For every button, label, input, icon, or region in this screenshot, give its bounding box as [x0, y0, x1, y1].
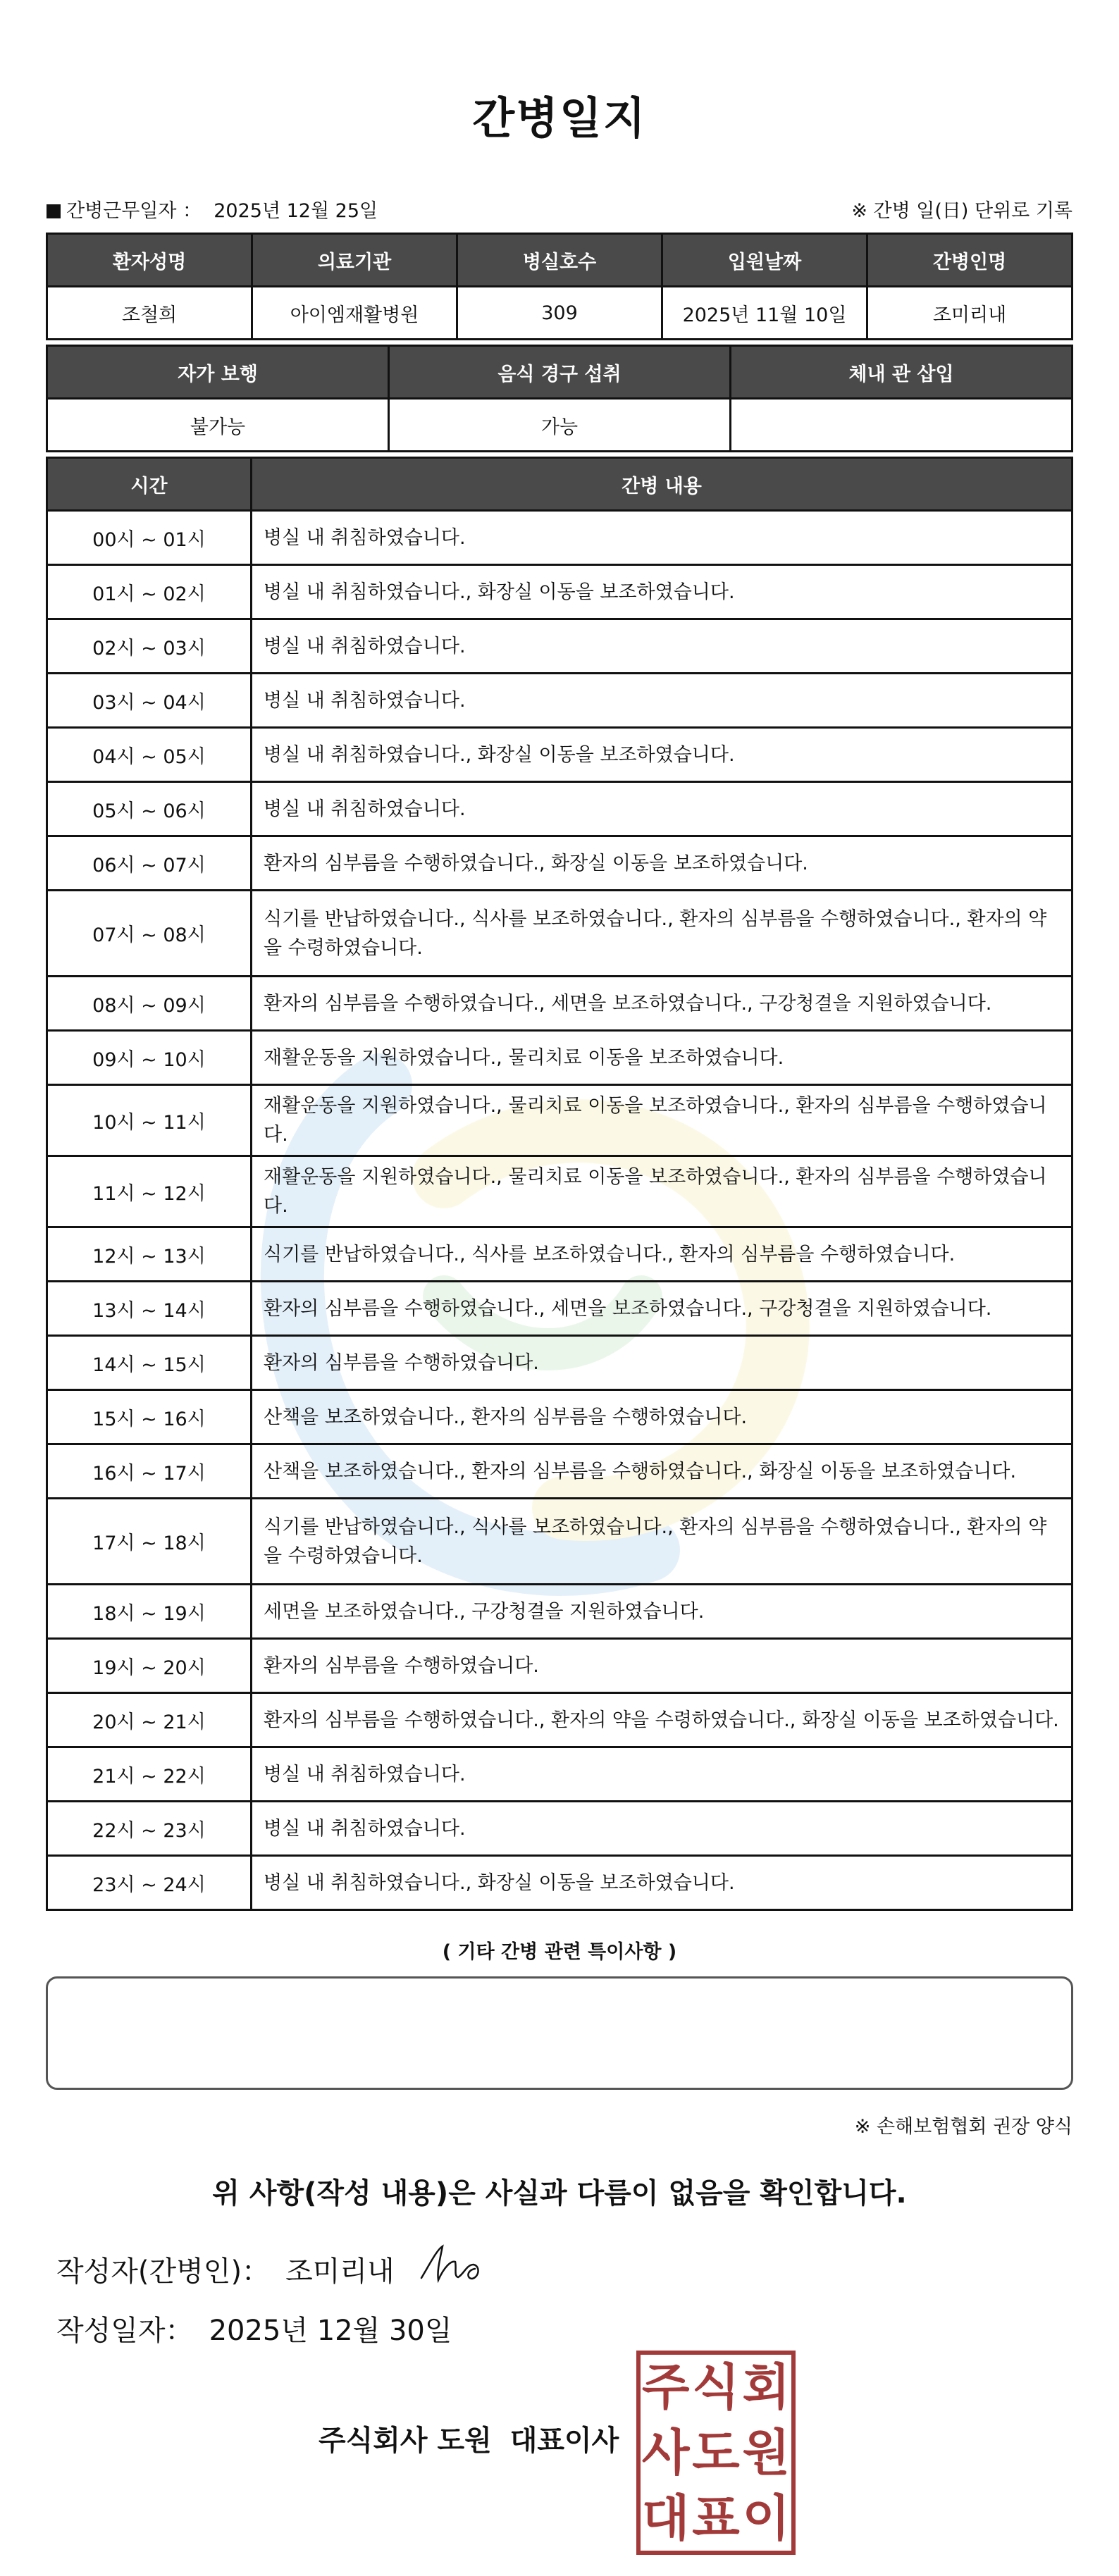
writer-name: 조미리내 [285, 2255, 395, 2288]
tube-insertion-header: 체내 관 삽입 [731, 346, 1072, 399]
care-log-row [47, 1227, 1072, 1282]
writer-label: 작성자(간병인)： [56, 2255, 271, 2288]
patient-name-header: 환자성명 [47, 234, 252, 287]
care-log-time: 14시 ~ 15시 [47, 1336, 252, 1390]
oral-intake-value: 가능 [389, 399, 731, 452]
care-log-row [47, 977, 1072, 1031]
care-log-time: 10시 ~ 11시 [47, 1085, 252, 1156]
care-log-body [47, 511, 1072, 1910]
seal-char: 도 [692, 2423, 740, 2482]
care-log-content: 식기를 반납하였습니다., 식사를 보조하였습니다., 환자의 심부름을 수행하였습니다., 환자의 약을 수령하였습니다. [252, 1499, 1072, 1585]
care-log-row [47, 1639, 1072, 1693]
care-log-row [47, 728, 1072, 782]
document-title: 간병일지 [472, 92, 647, 144]
write-date-value: 2025년 12월 30일 [209, 2315, 452, 2347]
care-log-content: 병실 내 취침하였습니다. [252, 511, 1072, 565]
company-seal-stamp [636, 2351, 796, 2555]
care-log-header-row [47, 458, 1072, 511]
content-header: 간병 내용 [252, 458, 1072, 511]
patient-status-value-row [47, 399, 1072, 452]
work-date [47, 195, 378, 223]
care-log-content: 세면을 보조하였습니다., 구강청결을 지원하였습니다. [252, 1585, 1072, 1639]
write-date-line [56, 2308, 452, 2348]
care-log-row [47, 511, 1072, 565]
seal-char: 사 [641, 2423, 690, 2482]
record-unit-note: ※ 간병 일(日) 단위로 기록 [851, 200, 1072, 222]
seal-char: 표 [692, 2489, 740, 2547]
care-log-content: 환자의 심부름을 수행하였습니다., 세면을 보조하였습니다., 구강청결을 지원하였습니다. [252, 977, 1072, 1031]
tube-insertion-value [731, 399, 1072, 452]
care-log-time: 07시 ~ 08시 [47, 891, 252, 977]
care-log-content: 환자의 심부름을 수행하였습니다. [252, 1336, 1072, 1390]
care-log-content: 환자의 심부름을 수행하였습니다. [252, 1639, 1072, 1693]
seal-char: 원 [742, 2423, 791, 2482]
care-log-content: 병실 내 취침하였습니다. [252, 782, 1072, 836]
care-log-content: 환자의 심부름을 수행하였습니다., 화장실 이동을 보조하였습니다. [252, 836, 1072, 891]
care-log-time: 16시 ~ 17시 [47, 1444, 252, 1499]
care-log-content: 병실 내 취침하였습니다., 화장실 이동을 보조하였습니다. [252, 1856, 1072, 1910]
care-log-time: 19시 ~ 20시 [47, 1639, 252, 1693]
care-log-row [47, 1856, 1072, 1910]
seal-char: 식 [692, 2358, 740, 2417]
care-log-row [47, 1282, 1072, 1336]
admission-date-value: 2025년 11월 10일 [662, 287, 867, 340]
seal-char: 회 [742, 2358, 791, 2417]
hospital-value: 아이엠재활병원 [252, 287, 457, 340]
care-log-time: 12시 ~ 13시 [47, 1227, 252, 1282]
care-log-content: 산책을 보조하였습니다., 환자의 심부름을 수행하였습니다. [252, 1390, 1072, 1444]
care-log-content: 병실 내 취침하였습니다., 화장실 이동을 보조하였습니다. [252, 565, 1072, 619]
care-log-time: 15시 ~ 16시 [47, 1390, 252, 1444]
care-log-content: 산책을 보조하였습니다., 환자의 심부름을 수행하였습니다., 화장실 이동을 보조하였습니다. [252, 1444, 1072, 1499]
care-log-content: 병실 내 취침하였습니다. [252, 674, 1072, 728]
care-log-row [47, 1031, 1072, 1085]
care-log-content: 병실 내 취침하였습니다., 화장실 이동을 보조하였습니다. [252, 728, 1072, 782]
care-log-row [47, 1085, 1072, 1156]
company-name: 주식회사 도원 [319, 2425, 492, 2457]
care-log-time: 09시 ~ 10시 [47, 1031, 252, 1085]
care-log-row [47, 1156, 1072, 1227]
care-log-time: 21시 ~ 22시 [47, 1747, 252, 1802]
care-log-time: 13시 ~ 14시 [47, 1282, 252, 1336]
care-log-row [47, 1390, 1072, 1444]
care-log-row [47, 1802, 1072, 1856]
care-log-content: 환자의 심부름을 수행하였습니다., 세면을 보조하였습니다., 구강청결을 지원하였습니다. [252, 1282, 1072, 1336]
care-log-content: 병실 내 취침하였습니다. [252, 1802, 1072, 1856]
care-log-content: 병실 내 취침하였습니다. [252, 619, 1072, 674]
patient-status-table [46, 345, 1073, 452]
signature-scribble [416, 2239, 493, 2289]
patient-info-table [46, 233, 1073, 340]
care-log-row [47, 1336, 1072, 1390]
care-log-row [47, 1585, 1072, 1639]
write-date-label: 작성일자： [56, 2315, 194, 2347]
patient-status-header-row [47, 346, 1072, 399]
confirmation-statement: 위 사항(작성 내용)은 사실과 다름이 없음을 확인합니다. [212, 2177, 907, 2210]
care-log-row [47, 1747, 1072, 1802]
care-log-time: 11시 ~ 12시 [47, 1156, 252, 1227]
care-log-time: 17시 ~ 18시 [47, 1499, 252, 1585]
time-header: 시간 [47, 458, 252, 511]
care-log-time: 20시 ~ 21시 [47, 1693, 252, 1747]
care-log-content: 재활운동을 지원하였습니다., 물리치료 이동을 보조하였습니다. [252, 1031, 1072, 1085]
company-rep: 대표이사 [509, 2425, 619, 2457]
caregiver-name-value: 조미리내 [867, 287, 1072, 340]
care-log-content: 재활운동을 지원하였습니다., 물리치료 이동을 보조하였습니다., 환자의 심부름을 수행하였습니다. [252, 1085, 1072, 1156]
notes-title: ( 기타 간병 관련 특이사항 ) [442, 1941, 677, 1963]
care-log-time: 06시 ~ 07시 [47, 836, 252, 891]
self-walking-value: 불가능 [47, 399, 389, 452]
care-log-time: 08시 ~ 09시 [47, 977, 252, 1031]
care-log-table [46, 457, 1073, 1911]
care-log-content: 재활운동을 지원하였습니다., 물리치료 이동을 보조하였습니다., 환자의 심부름을 수행하였습니다. [252, 1156, 1072, 1227]
patient-name-value: 조철희 [47, 287, 252, 340]
care-log-row [47, 674, 1072, 728]
care-log-row [47, 836, 1072, 891]
work-date-value: 2025년 12월 25일 [214, 200, 378, 222]
writer-line [56, 2249, 395, 2289]
care-log-time: 05시 ~ 06시 [47, 782, 252, 836]
care-log-content: 환자의 심부름을 수행하였습니다., 환자의 약을 수령하였습니다., 화장실 이동을 보조하였습니다. [252, 1693, 1072, 1747]
care-log-content: 식기를 반납하였습니다., 식사를 보조하였습니다., 환자의 심부름을 수행하였습니다., 환자의 약을 수령하였습니다. [252, 891, 1072, 977]
room-value: 309 [457, 287, 662, 340]
care-log-time: 22시 ~ 23시 [47, 1802, 252, 1856]
care-log-row [47, 1693, 1072, 1747]
seal-char: 주 [641, 2358, 690, 2417]
care-log-time: 23시 ~ 24시 [47, 1856, 252, 1910]
care-log-content: 병실 내 취침하였습니다. [252, 1747, 1072, 1802]
care-log-time: 00시 ~ 01시 [47, 511, 252, 565]
recommendation-note: ※ 손해보험협회 권장 양식 [854, 2116, 1072, 2138]
patient-info-header-row [47, 234, 1072, 287]
care-log-row [47, 1499, 1072, 1585]
oral-intake-header: 음식 경구 섭취 [389, 346, 731, 399]
room-header: 병실호수 [457, 234, 662, 287]
care-log-row [47, 565, 1072, 619]
care-log-content: 식기를 반납하였습니다., 식사를 보조하였습니다., 환자의 심부름을 수행하였습니다. [252, 1227, 1072, 1282]
square-bullet-icon [47, 204, 61, 218]
care-log-time: 01시 ~ 02시 [47, 565, 252, 619]
notes-box [46, 1976, 1073, 2090]
care-log-time: 03시 ~ 04시 [47, 674, 252, 728]
admission-date-header: 입원날짜 [662, 234, 867, 287]
seal-char: 대 [641, 2489, 690, 2547]
care-log-time: 02시 ~ 03시 [47, 619, 252, 674]
care-log-time: 18시 ~ 19시 [47, 1585, 252, 1639]
care-log-row [47, 891, 1072, 977]
seal-char: 이 [742, 2489, 791, 2547]
care-log-row [47, 782, 1072, 836]
care-log-time: 04시 ~ 05시 [47, 728, 252, 782]
hospital-header: 의료기관 [252, 234, 457, 287]
company-line [319, 2418, 619, 2458]
care-log-row [47, 1444, 1072, 1499]
patient-info-value-row [47, 287, 1072, 340]
care-log-row [47, 619, 1072, 674]
caregiver-name-header: 간병인명 [867, 234, 1072, 287]
work-date-label: 간병근무일자 ： [66, 200, 202, 222]
self-walking-header: 자가 보행 [47, 346, 389, 399]
